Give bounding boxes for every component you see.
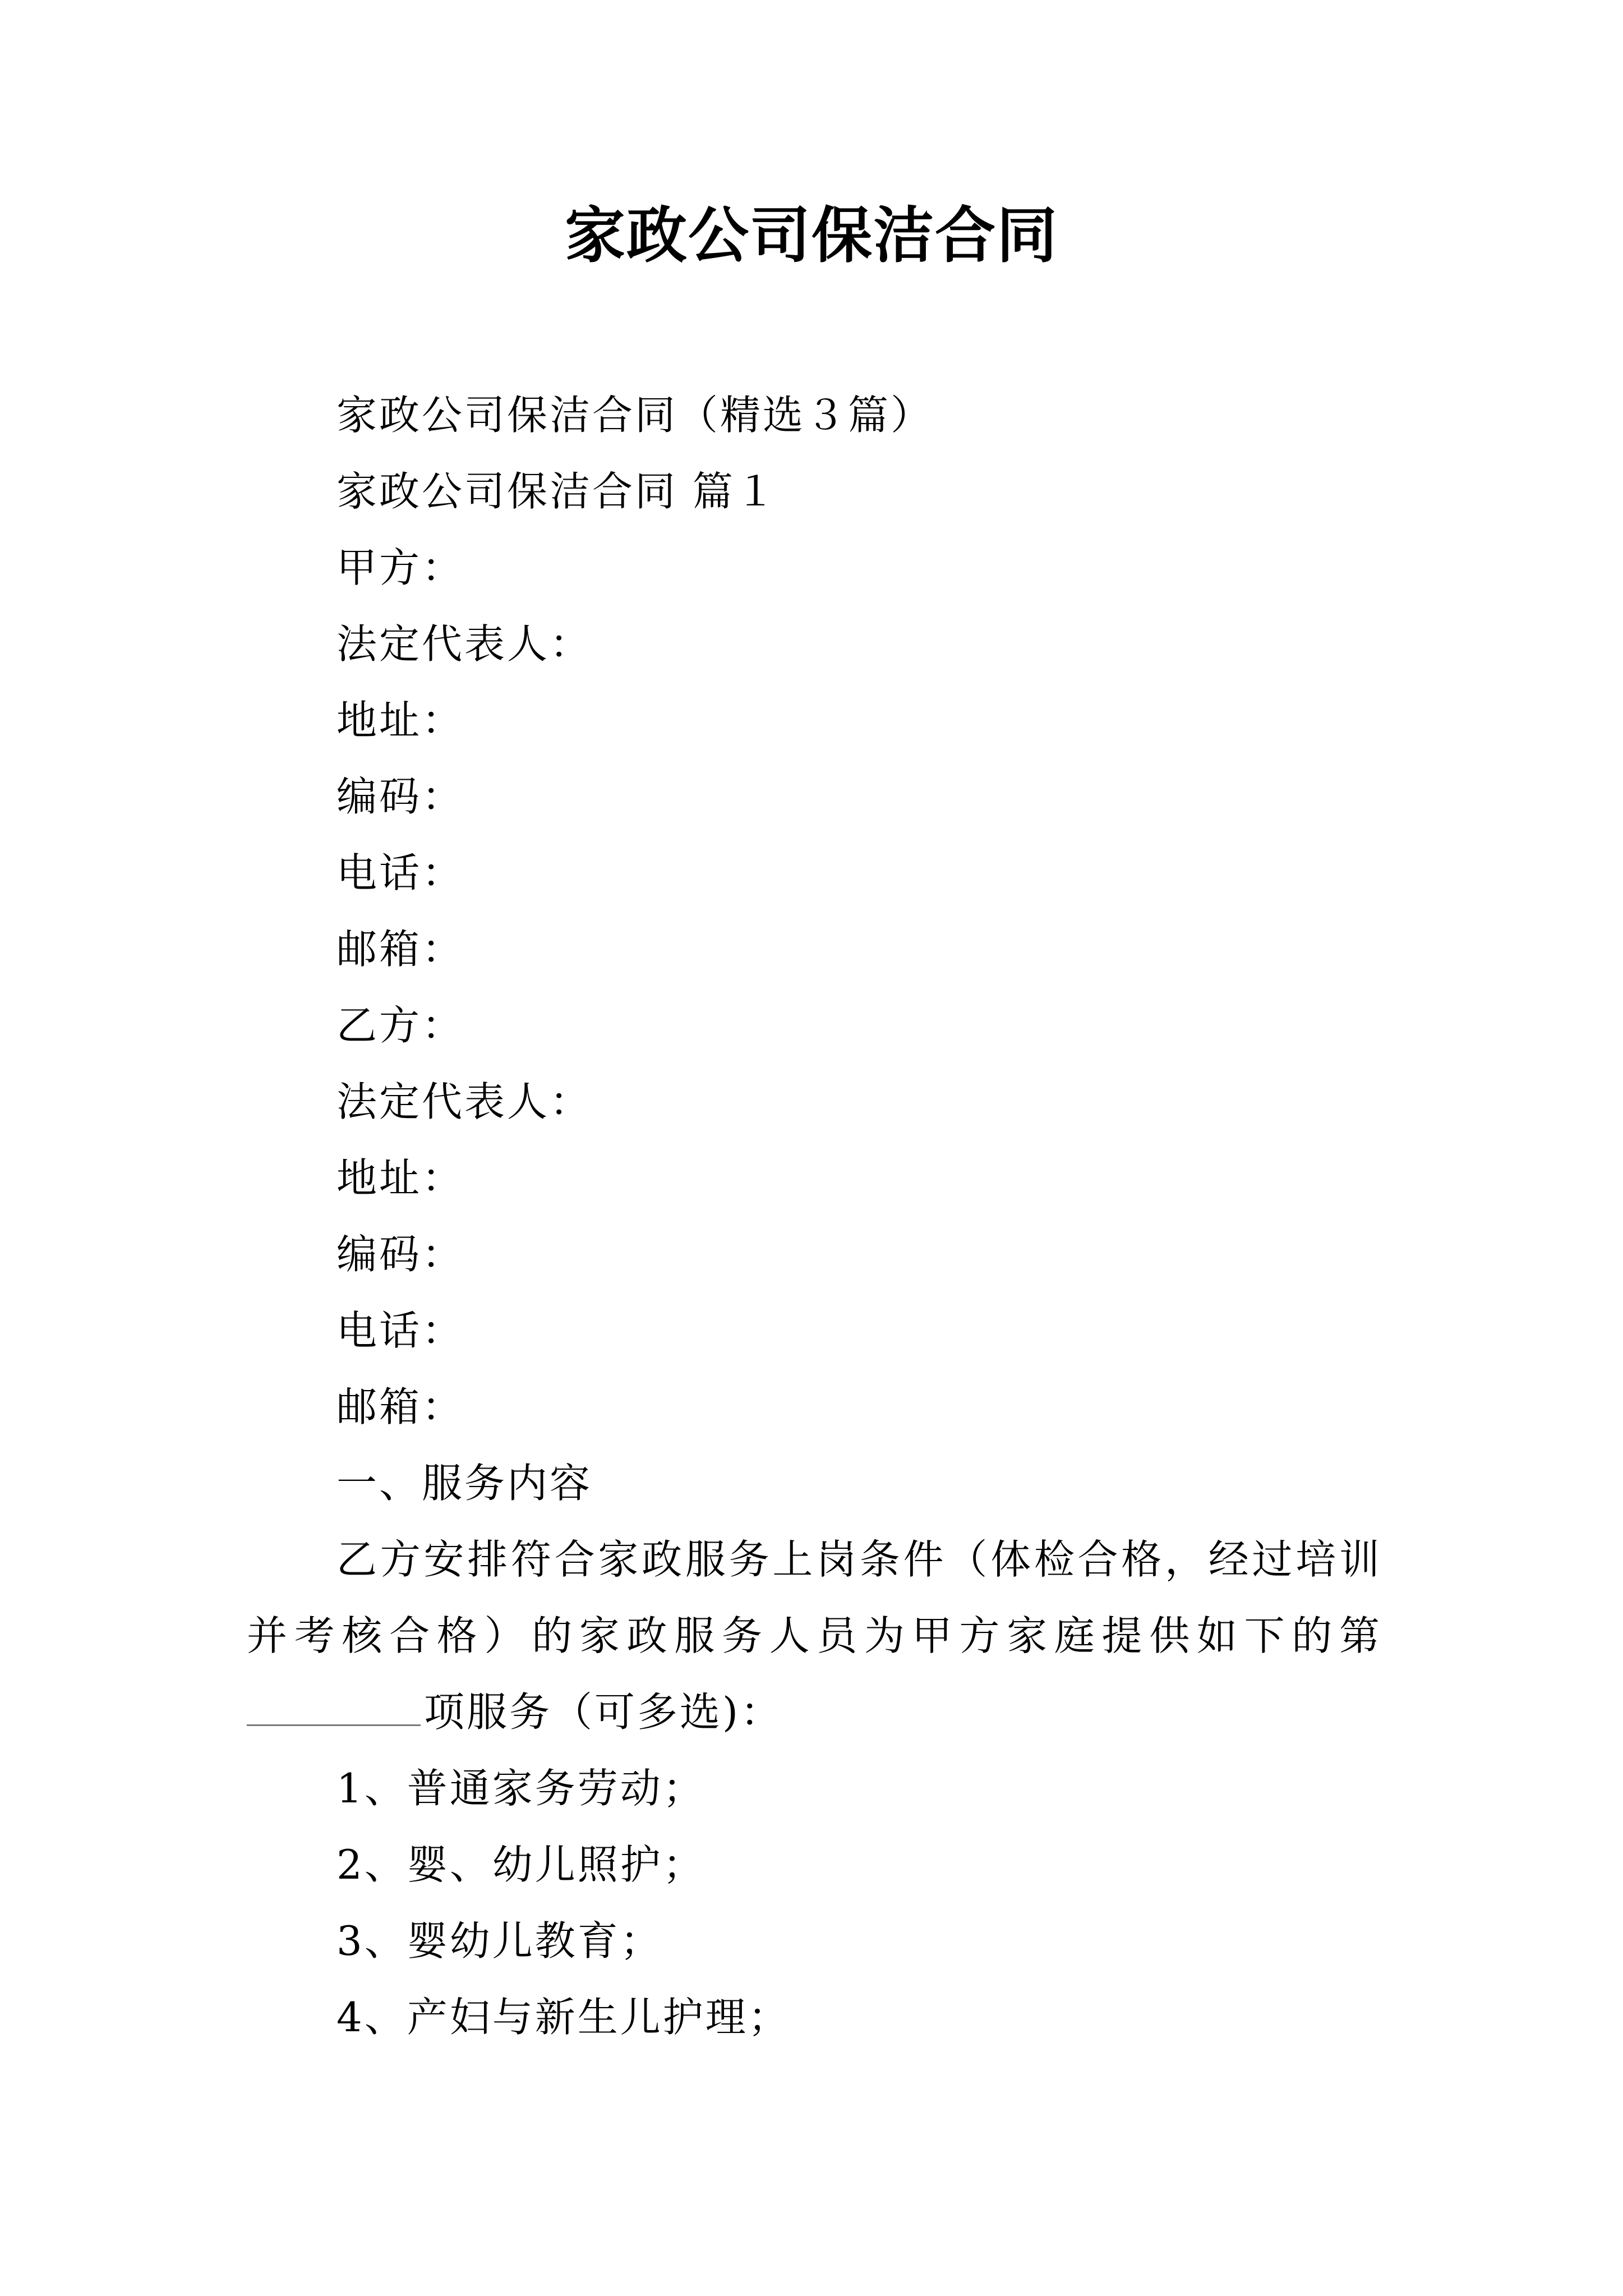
- party-b-phone: 电话：: [336, 1307, 465, 1354]
- section-heading: 家政公司保洁合同 篇１: [336, 468, 778, 515]
- party-b-label: 乙方：: [336, 1002, 465, 1049]
- fill-in-blank: [247, 1685, 421, 1726]
- service-item-1: 1、普通家务劳动；: [336, 1765, 706, 1812]
- service-paragraph-line-1: 乙方安排符合家政服务上岗条件（体检合格，经过培训: [336, 1536, 1380, 1583]
- party-a-address: 地址：: [336, 697, 465, 744]
- party-b-legal-rep: 法定代表人：: [336, 1078, 593, 1125]
- service-paragraph-line-2: 并考核合格）的家政服务人员为甲方家庭提供如下的第: [247, 1612, 1380, 1659]
- party-a-legal-rep: 法定代表人：: [336, 620, 593, 668]
- party-a-label: 甲方：: [336, 544, 465, 591]
- party-b-email: 邮箱：: [336, 1383, 465, 1430]
- party-a-postcode: 编码：: [336, 773, 465, 820]
- page-title: 家政公司保洁合同: [564, 200, 1058, 271]
- service-heading: 一、服务内容: [336, 1460, 593, 1507]
- service-item-3: 3、婴幼儿教育；: [336, 1917, 663, 1964]
- service-paragraph-line-3: [247, 1684, 783, 1740]
- service-item-4: 4、产妇与新生儿护理；: [336, 1994, 791, 2041]
- service-paragraph-line-3-text: 项服务（可多选)：: [424, 1688, 783, 1736]
- document-subtitle: 家政公司保洁合同（精选３篇）: [336, 392, 934, 439]
- service-item-2: 2、婴、幼儿照护；: [336, 1841, 706, 1888]
- party-b-address: 地址：: [336, 1154, 465, 1202]
- party-b-postcode: 编码：: [336, 1231, 465, 1278]
- party-a-email: 邮箱：: [336, 926, 465, 973]
- party-a-phone: 电话：: [336, 849, 465, 896]
